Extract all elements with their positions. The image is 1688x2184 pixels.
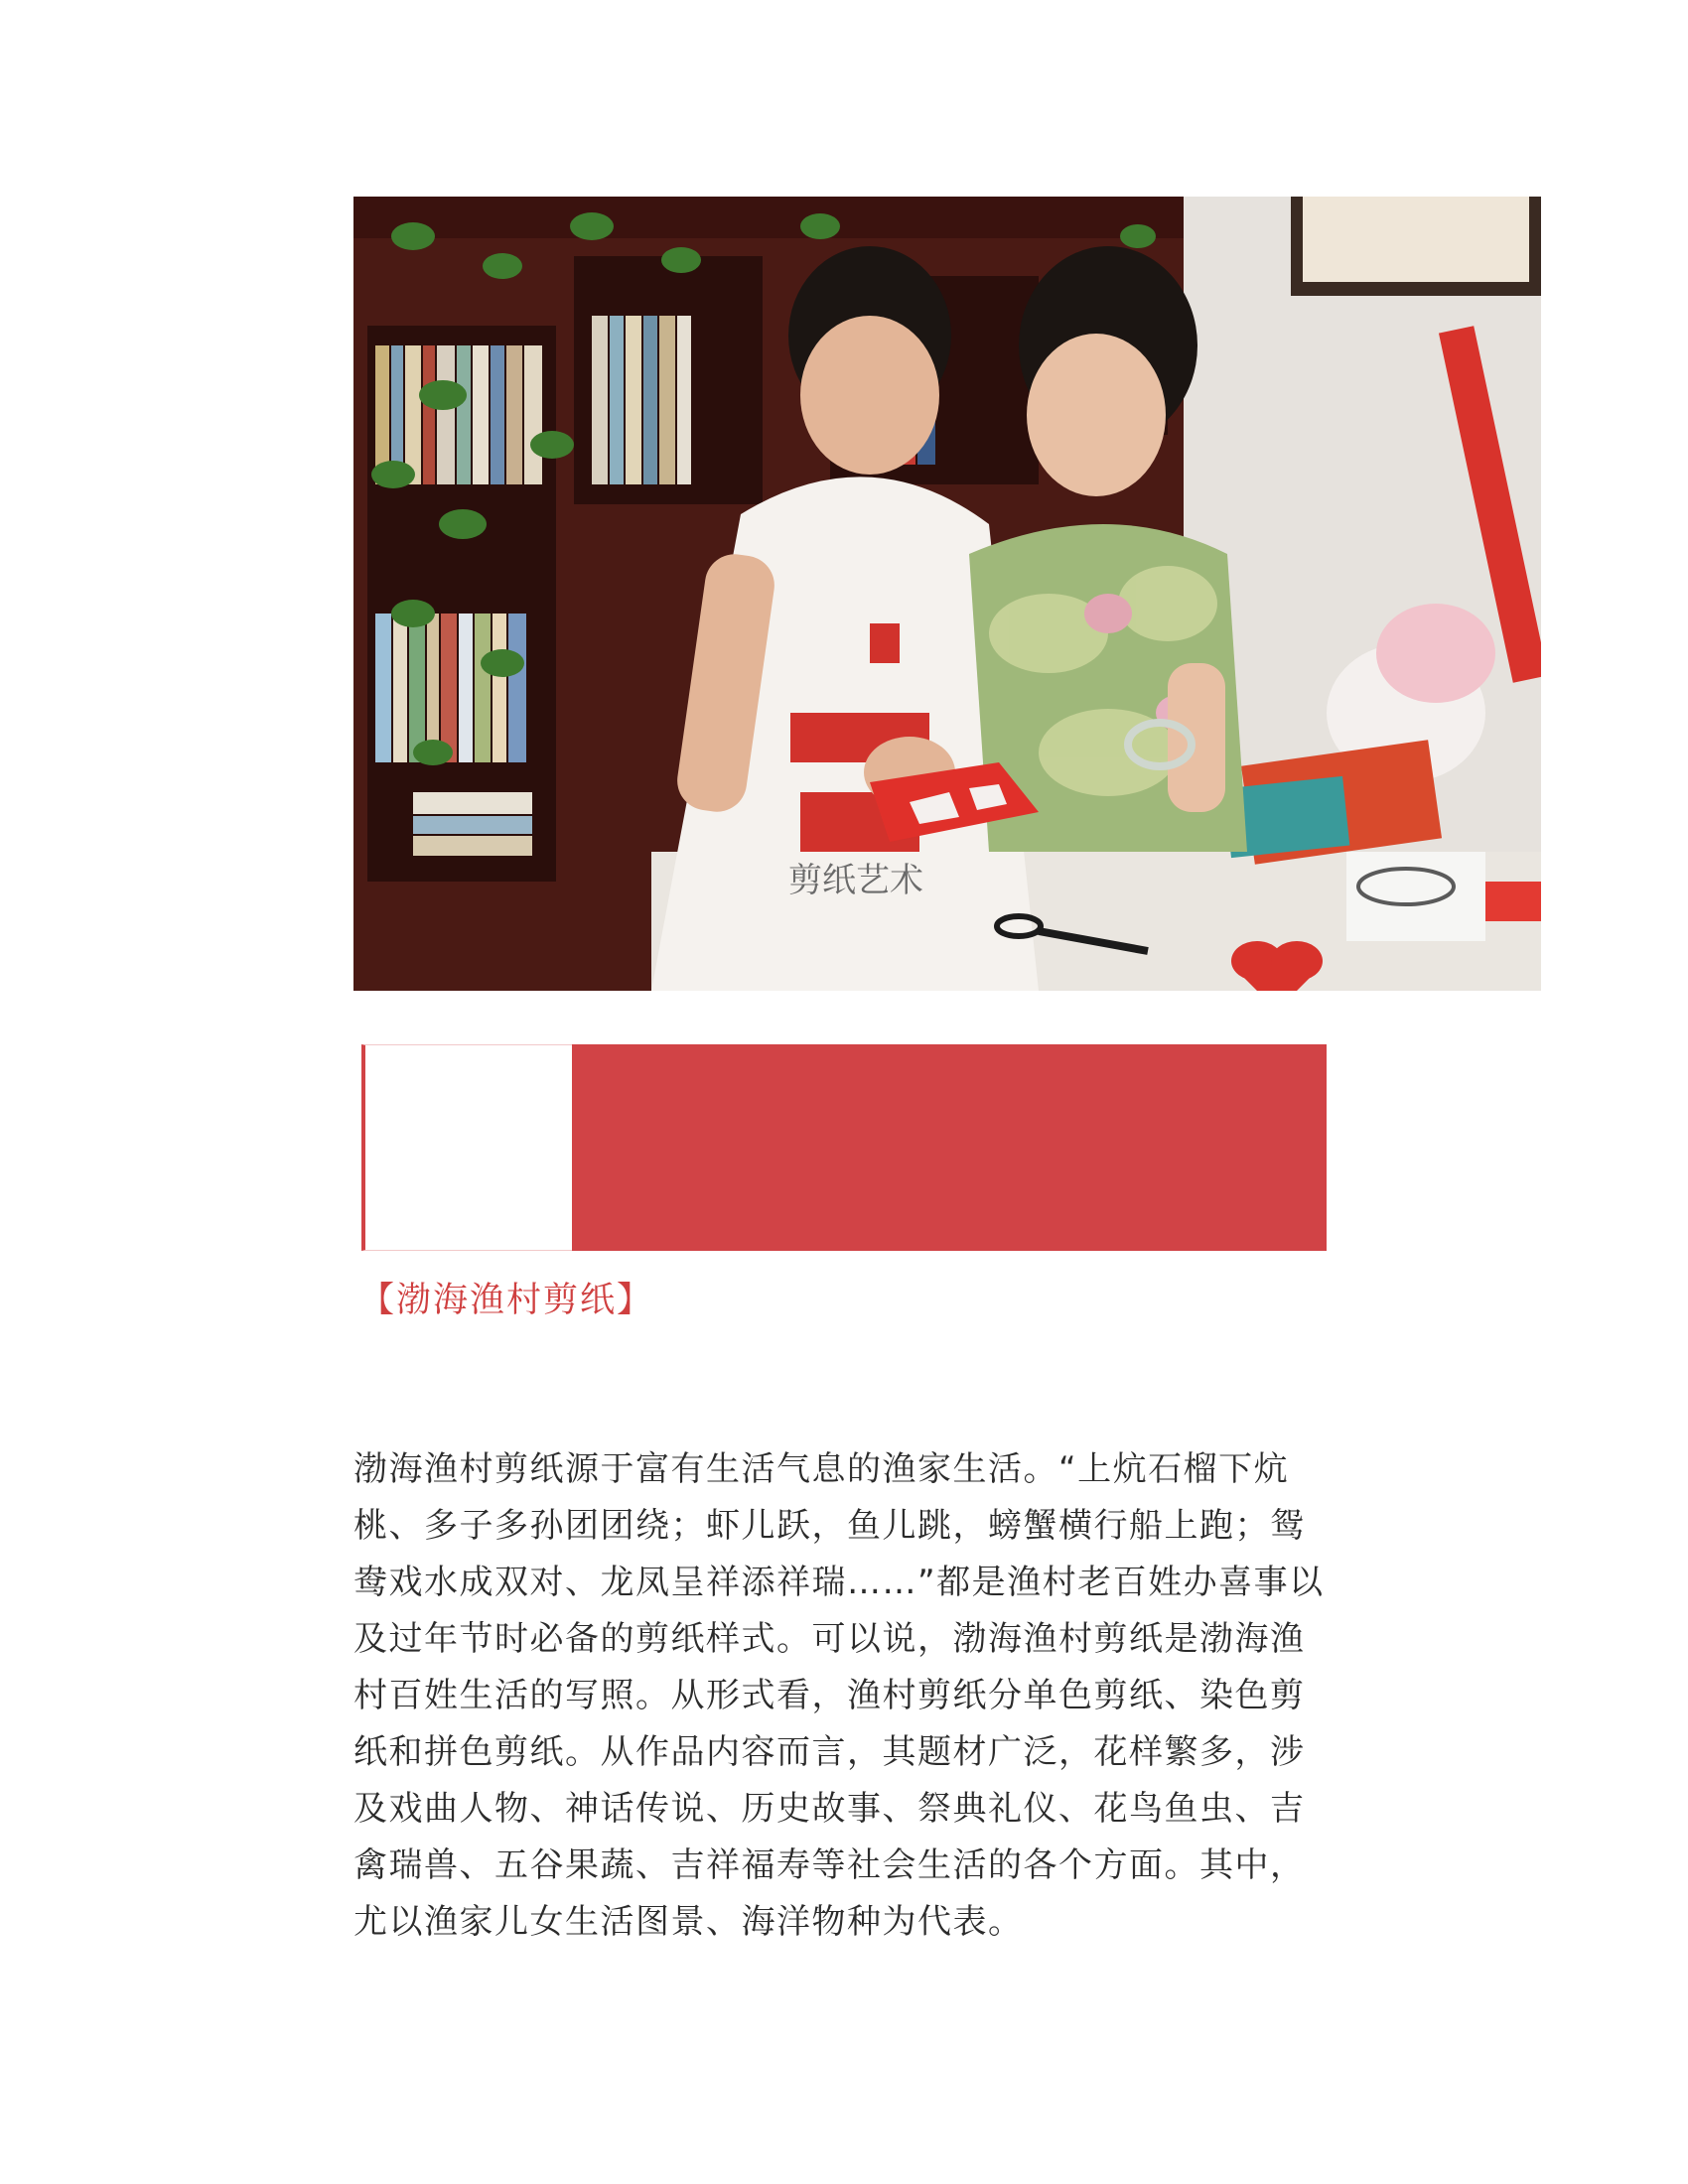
article-line: 纸和拼色剪纸。从作品内容而言，其题材广泛，花样繁多，涉 xyxy=(353,1732,1306,1772)
section-banner xyxy=(361,1044,1327,1251)
article-line: 村百姓生活的写照。从形式看，渔村剪纸分单色剪纸、染色剪 xyxy=(353,1676,1306,1715)
article-photo xyxy=(353,197,1541,991)
article-line: 禽瑞兽、五谷果蔬、吉祥福寿等社会生活的各个方面。其中， xyxy=(353,1845,1306,1885)
article-line: 渤海渔村剪纸源于富有生活气息的渔家生活。“上炕石榴下炕 xyxy=(353,1449,1290,1489)
shirt-text: 剪纸艺术 xyxy=(788,861,923,900)
article-line: 及戏曲人物、神话传说、历史故事、祭典礼仪、花鸟鱼虫、吉 xyxy=(353,1789,1306,1829)
banner-white-block xyxy=(361,1044,572,1251)
article-line: 桃、多子多孙团团绕；虾儿跃，鱼儿跳，螃蟹横行船上跑；鸳 xyxy=(353,1506,1306,1546)
banner-red-block xyxy=(572,1044,1327,1251)
section-caption: 【渤海渔村剪纸】 xyxy=(359,1281,654,1320)
article-line: 尤以渔家儿女生活图景、海洋物种为代表。 xyxy=(353,1902,1024,1942)
article-body xyxy=(353,1441,1336,1951)
article-line: 鸯戏水成双对、龙凤呈祥添祥瑞……”都是渔村老百姓办喜事以 xyxy=(353,1563,1325,1602)
article-line: 及过年节时必备的剪纸样式。可以说，渤海渔村剪纸是渤海渔 xyxy=(353,1619,1306,1659)
